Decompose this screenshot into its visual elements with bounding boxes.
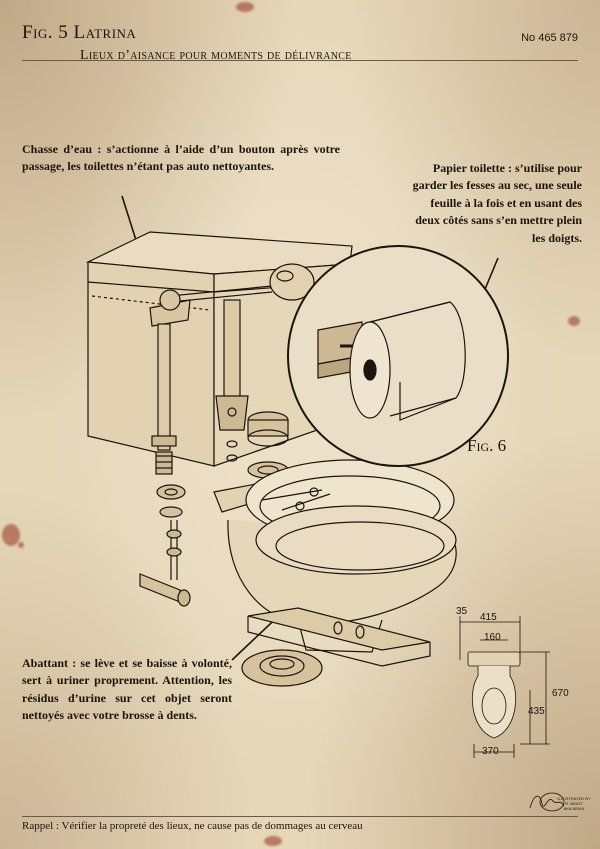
credit-line-1: ILLUSTRATED BY bbox=[557, 796, 591, 801]
figure-title: Fig. 5 Latrina bbox=[22, 22, 137, 43]
illustration-credit bbox=[556, 796, 592, 811]
note-papier-toilette: Papier toilette : s’utilise pour garder les fesses au sec, une seule feuille à la fois et en usant des deux côtés sans s’en mettre plein les doigts. bbox=[412, 161, 582, 245]
plan-view-diagram bbox=[460, 616, 550, 758]
note-chasse-d-eau: Chasse d’eau : s’actionne à l’aide d’un bouton après votre passage, les toilettes n’étant pas auto nettoyantes. bbox=[22, 142, 340, 174]
dimension-160: 160 bbox=[484, 632, 501, 643]
dimension-415: 415 bbox=[480, 612, 497, 623]
floor-flange bbox=[242, 650, 322, 686]
toilet-paper-inset bbox=[288, 246, 508, 466]
dimension-670: 670 bbox=[552, 688, 569, 699]
note-abattant: Abattant : se lève et se baisse à volonté, sert à uriner proprement. Attention, les résidus d’urine sur cet objet seront nettoyés avec votre brosse à dents. bbox=[22, 656, 232, 723]
credit-line-2: R. BIGOT bbox=[565, 801, 583, 806]
dimension-35: 35 bbox=[456, 606, 468, 617]
credit-line-3: AKA NEIKA bbox=[563, 806, 585, 811]
toilet-bowl bbox=[214, 460, 456, 666]
reference-number: No 465 879 bbox=[521, 32, 578, 44]
dimension-370: 370 bbox=[482, 746, 499, 757]
dimension-435: 435 bbox=[528, 706, 545, 717]
figure-subtitle: Lieux d’aisance pour moments de délivrance bbox=[80, 48, 352, 63]
footer-rappel: Rappel : Vérifier la propreté des lieux, ne cause pas de dommages au cerveau bbox=[22, 820, 363, 832]
figure6-label: Fig. 6 bbox=[467, 436, 507, 455]
